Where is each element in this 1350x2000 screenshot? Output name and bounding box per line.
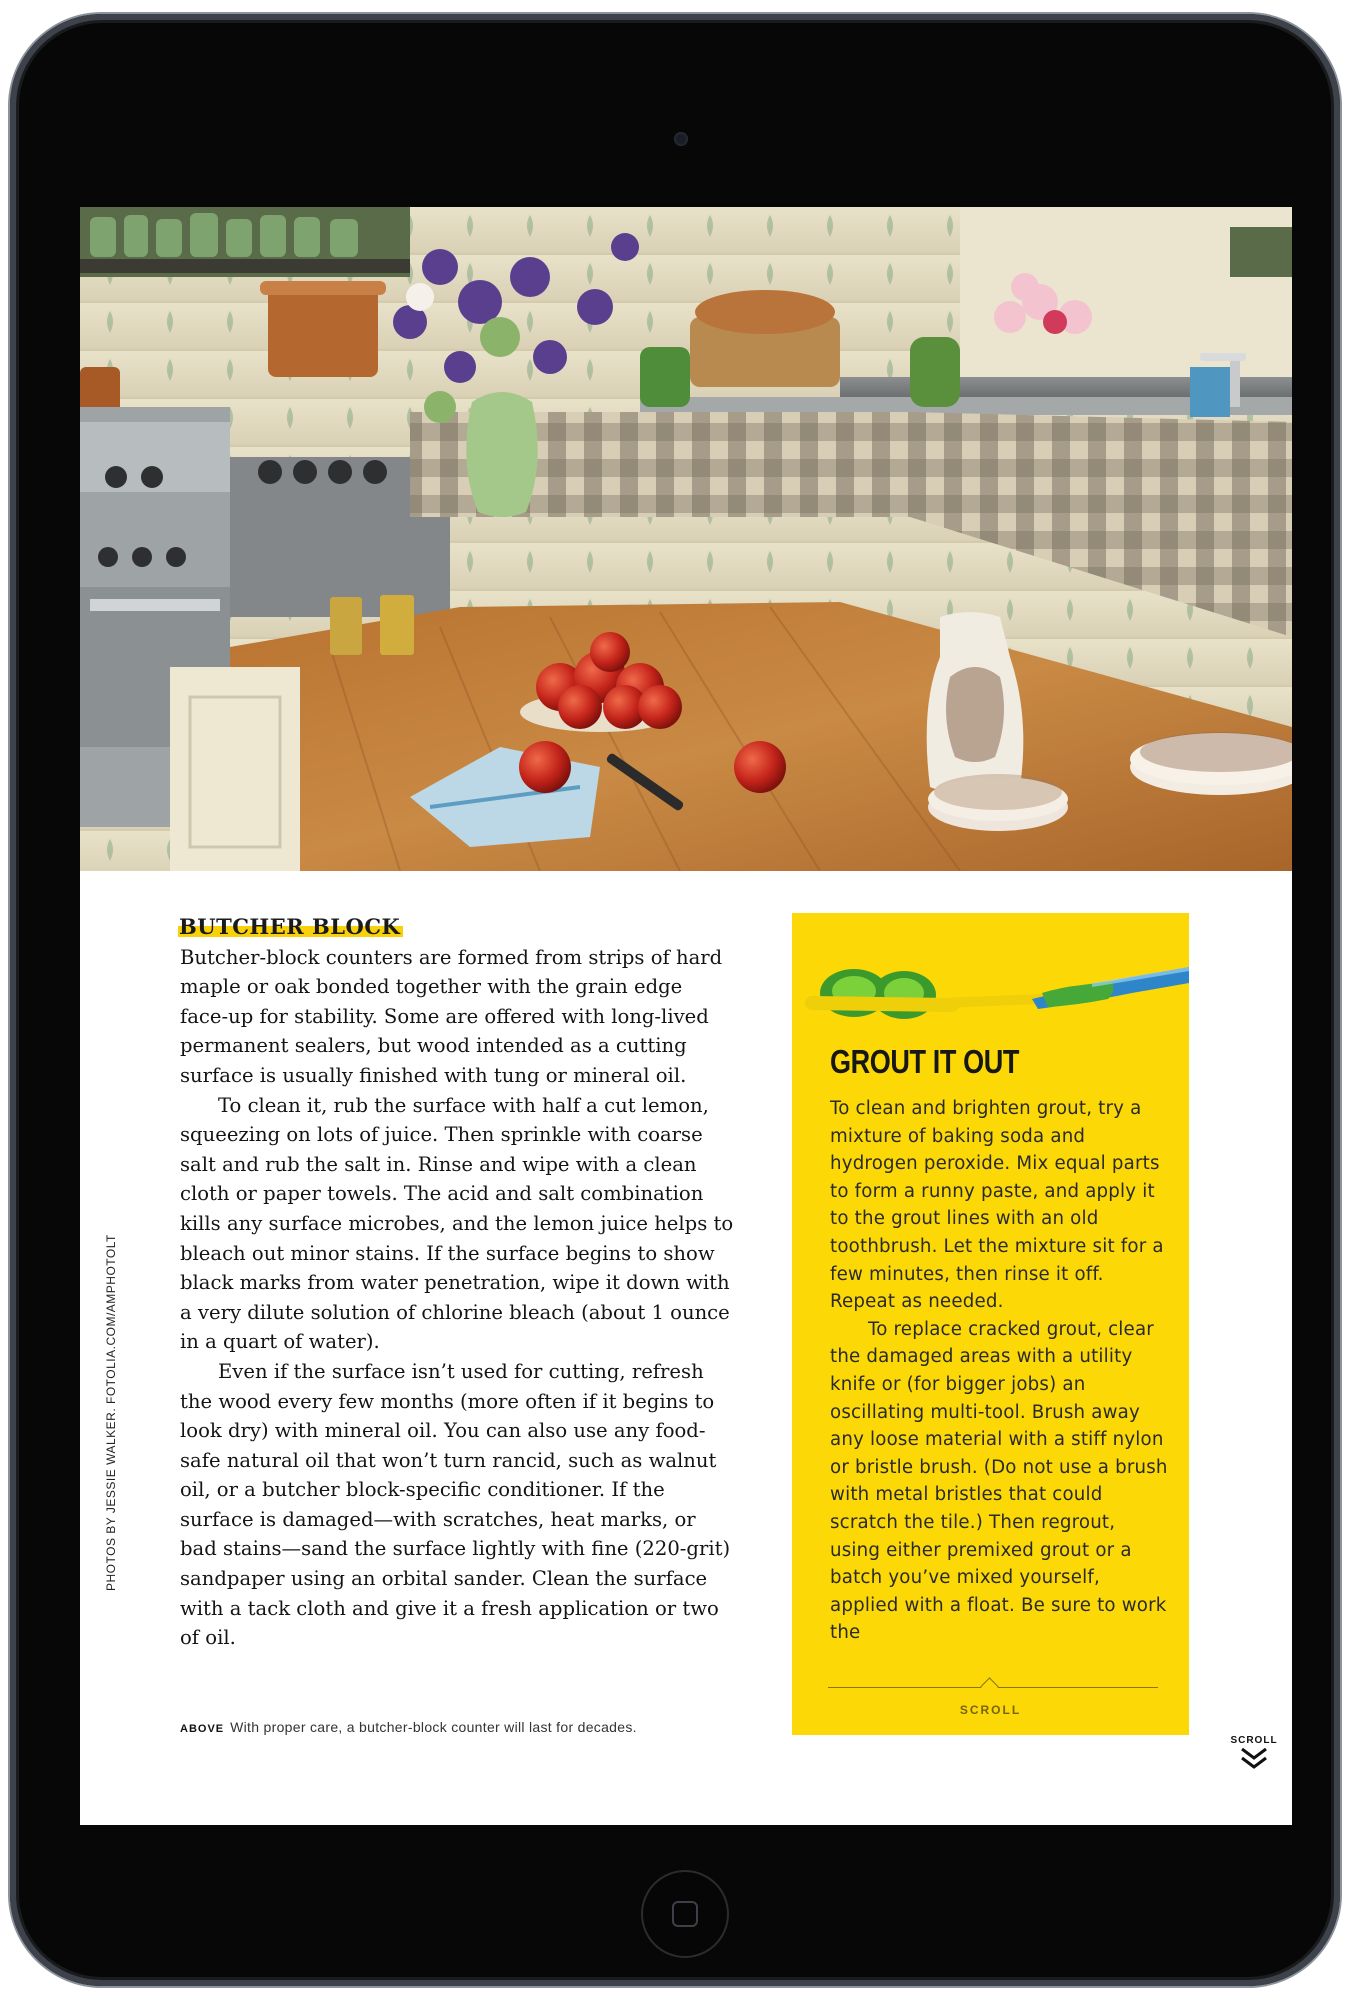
home-button-icon <box>672 1901 698 1927</box>
sidebar-scroll-label[interactable]: SCROLL <box>959 1703 1022 1717</box>
sidebar-body <box>830 1095 1170 1647</box>
caption-text: With proper care, a butcher-block counter will last for decades. <box>230 1719 637 1735</box>
sidebar-paragraph: To replace cracked grout, clear the damaged areas with a utility knife or (for bigger jobs) an oscillating multi-tool. Brush away any loose material with a stiff nylon or bristle brush. (Do not use a brush with metal bristles that could scratch the tile.) Then regrout, using either premixed grout or a batch you’ve mixed yourself, applied with a float. Be sure to work the <box>830 1318 1168 1644</box>
grout-sidebar[interactable] <box>792 913 1189 1735</box>
article-paragraph: To clean it, rub the surface with half a cut lemon, squeezing on lots of juice. Then sprinkle with coarse salt and rub the salt in. Rinse and wipe with a clean cloth or paper towels. The acid and salt combination kills any surface microbes, and the lemon juice helps to bleach out minor stains. If the surface begins to show black marks from water penetration, wipe it down with a very dilute solution of chlorine bleach (about 1 ounce in a quart of water). <box>180 1093 734 1354</box>
page-scroll-label: SCROLL <box>1230 1735 1278 1746</box>
double-chevron-down-icon <box>1239 1746 1269 1772</box>
sidebar-footer <box>792 1661 1189 1735</box>
screen[interactable]: PHOTOS BY JESSIE WALKER. FOTOLIA.COM/AMPHOTOLT BUTCHER BLOCK Butcher-block counters are formed from strips of hard maple or oak bonded together with the grain edge face-up for stability. Some are offered with long-lived permanent sealers, but wood intended as a cutting surface is usually finished with tung or mineral oil. To clean it, rub the surface with half a cut lemon, squeezing on lots of juice. Then sprinkle with coarse salt and rub the salt in. Rinse and wipe with a clean cloth or paper towels. The acid and salt combination kills any surface microbes, and the lemon juice helps to bleach out minor stains. If the surface begins to show black marks from water penetration, wipe it down with a very dilute solution of chlorine bleach (about 1 ounce in a quart of water). Even if the surface isn’t used for cutting, refresh the wood every few months (more often if it begins to look dry) with mineral oil. You can also use any food-safe natural oil that won’t turn rancid, such as walnut oil, or a butcher block-specific conditioner. If the surface is damaged—with scratches, heat marks, or bad stains—sand the surface lightly with fine (220-grit) sandpaper using an orbital sander. Clean the surface with a tack cloth and give it a fresh application or two of oil. ABOVE With proper care, a butcher-block counter will last for decades. GROUT IT OUT To clean and brighten grout, try a mixture of baking soda and hydrogen peroxide. Mix equal parts to form a runny paste, and apply it to the grout lines with an old toothbrush. Let the mixture sit for a few minutes, then rinse it off. Repeat as needed. To replace cracked grout, clear the damaged areas with a utility knife or (for bigger jobs) an oscillating multi-tool. Brush away any loose material with a stiff nylon or bristle brush. (Do not use a brush with metal bristles that could scratch the tile.) Then regrout, using either premixed grout or a batch you’ve mixed yourself, applied with a float. Be sure to work the SCROLL SCROLL <box>80 207 1292 1825</box>
sidebar-paragraph: To clean and brighten grout, try a mixture of baking soda and hydrogen peroxide. Mix equal parts to form a runny paste, and apply it to the grout lines with an old toothbrush. Let the mixture sit for a few minutes, then rinse it off. Repeat as needed. <box>830 1098 1164 1313</box>
front-camera <box>674 132 688 146</box>
article-heading: BUTCHER BLOCK <box>178 915 403 939</box>
toothbrush-image <box>792 933 1189 1043</box>
kitchen-photo <box>80 207 1292 871</box>
sidebar-title: GROUT IT OUT <box>830 1043 1019 1080</box>
article-paragraph: Butcher-block counters are formed from strips of hard maple or oak bonded together with the grain edge face-up for stability. Some are offered with long-lived permanent sealers, but wood intended as a cutting surface is usually finished with tung or mineral oil. <box>180 945 723 1087</box>
tablet-frame <box>10 14 1340 1986</box>
photo-caption <box>180 1719 637 1735</box>
article-paragraph: Even if the surface isn’t used for cutting, refresh the wood every few months (more often if it begins to look dry) with mineral oil. You can also use any food-safe natural oil that won’t turn rancid, such as walnut oil, or a butcher block-specific conditioner. If the surface is damaged—with scratches, heat marks, or bad stains—sand the surface lightly with fine (220-grit) sandpaper using an orbital sander. Clean the surface with a tack cloth and give it a fresh application or two of oil. <box>180 1359 731 1650</box>
caption-lead: ABOVE <box>180 1723 225 1735</box>
page-scroll-indicator[interactable] <box>1224 1735 1284 1777</box>
article <box>180 913 736 1653</box>
